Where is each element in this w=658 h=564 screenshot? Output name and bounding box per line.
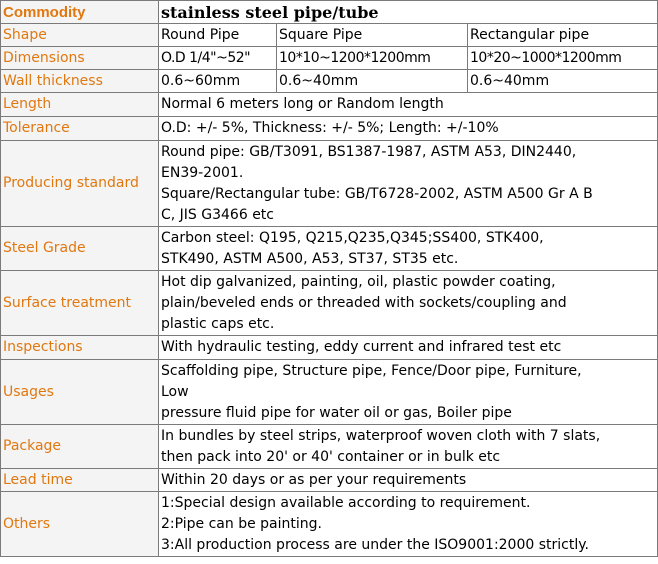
grade-line: STK490, ASTM A500, A53, ST37, ST35 etc.	[161, 250, 459, 267]
others-label: Others	[1, 492, 159, 557]
shape-round: Round Pipe	[159, 24, 277, 47]
surface-value	[159, 271, 658, 336]
standard-line: C, JIS G3466 etc	[161, 206, 274, 223]
commodity-label: Commodity	[1, 1, 159, 24]
row-others	[1, 492, 658, 557]
length-value: Normal 6 meters long or Random length	[159, 93, 658, 117]
row-tolerance	[1, 117, 658, 141]
row-wall-thickness	[1, 70, 658, 93]
row-steel-grade	[1, 227, 658, 271]
wall-rect: 0.6~40mm	[468, 70, 658, 93]
commodity-title: stainless steel pipe/tube	[159, 1, 658, 24]
shape-rect: Rectangular pipe	[468, 24, 658, 47]
row-usages	[1, 360, 658, 425]
dimensions-square: 10*10~1200*1200mm	[277, 47, 468, 70]
dimensions-round: O.D 1/4"~52"	[159, 47, 277, 70]
surface-line: plastic caps etc.	[161, 315, 275, 332]
row-inspections	[1, 336, 658, 360]
row-package	[1, 425, 658, 469]
others-line: 1:Special design available according to requirement.	[161, 494, 531, 511]
row-dimensions	[1, 47, 658, 70]
usages-line: Scaffolding pipe, Structure pipe, Fence/Door pipe, Furniture,	[161, 362, 582, 379]
tolerance-value: O.D: +/- 5%, Thickness: +/- 5%; Length: +/-10%	[159, 117, 658, 141]
standard-value	[159, 141, 658, 227]
surface-label: Surface treatment	[1, 271, 159, 336]
standard-line: Square/Rectangular tube: GB/T6728-2002, ASTM A500 Gr A B	[161, 185, 593, 202]
package-value	[159, 425, 658, 469]
inspections-value: With hydraulic testing, eddy current and infrared test etc	[159, 336, 658, 360]
package-line: In bundles by steel strips, waterproof woven cloth with 7 slats,	[161, 427, 601, 444]
standard-line: Round pipe: GB/T3091, BS1387-1987, ASTM A53, DIN2440,	[161, 143, 577, 160]
row-shape	[1, 24, 658, 47]
row-lead-time	[1, 469, 658, 492]
wall-label: Wall thickness	[1, 70, 159, 93]
usages-value	[159, 360, 658, 425]
surface-line: Hot dip galvanized, painting, oil, plastic powder coating,	[161, 273, 556, 290]
usages-label: Usages	[1, 360, 159, 425]
others-value	[159, 492, 658, 557]
row-length	[1, 93, 658, 117]
package-line: then pack into 20' or 40' container or in bulk etc	[161, 448, 501, 465]
package-label: Package	[1, 425, 159, 469]
grade-label: Steel Grade	[1, 227, 159, 271]
usages-line: Low	[161, 383, 189, 400]
dimensions-label: Dimensions	[1, 47, 159, 70]
inspections-label: Inspections	[1, 336, 159, 360]
others-line: 3:All production process are under the ISO9001:2000 strictly.	[161, 536, 589, 553]
wall-square: 0.6~40mm	[277, 70, 468, 93]
tolerance-label: Tolerance	[1, 117, 159, 141]
dimensions-rect: 10*20~1000*1200mm	[468, 47, 658, 70]
surface-line: plain/beveled ends or threaded with sockets/coupling and	[161, 294, 567, 311]
others-line: 2:Pipe can be painting.	[161, 515, 322, 532]
grade-line: Carbon steel: Q195, Q215,Q235,Q345;SS400, STK400,	[161, 229, 544, 246]
wall-round: 0.6~60mm	[159, 70, 277, 93]
row-surface-treatment	[1, 271, 658, 336]
grade-value	[159, 227, 658, 271]
length-label: Length	[1, 93, 159, 117]
shape-square: Square Pipe	[277, 24, 468, 47]
standard-line: EN39-2001.	[161, 164, 244, 181]
shape-label: Shape	[1, 24, 159, 47]
leadtime-label: Lead time	[1, 469, 159, 492]
row-producing-standard	[1, 141, 658, 227]
standard-label: Producing standard	[1, 141, 159, 227]
usages-line: pressure fluid pipe for water oil or gas, Boiler pipe	[161, 404, 512, 421]
row-commodity	[1, 1, 658, 24]
leadtime-value: Within 20 days or as per your requirements	[159, 469, 658, 492]
